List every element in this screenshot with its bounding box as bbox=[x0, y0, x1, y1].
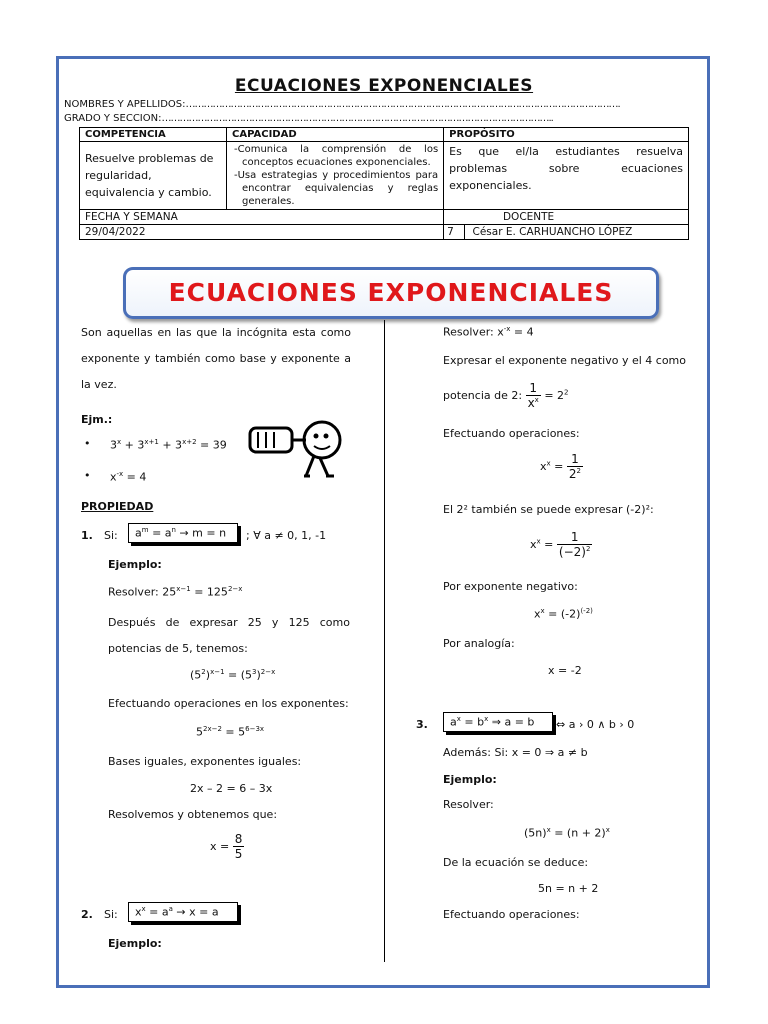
resolver-2: Resolver: $x^{-x} = 4$ bbox=[443, 325, 534, 339]
property-1-number: 1. bbox=[81, 529, 93, 542]
eq-xx-fraction: $x^x$ = $\frac{1}{2^2}$ bbox=[540, 452, 581, 481]
eq-neg2-fraction: $x^x$ = $\frac{1}{(-2)^2}$ bbox=[530, 530, 591, 559]
examples-label: Ejm.: bbox=[81, 413, 113, 426]
names-label: NOMBRES Y APELLIDOS: bbox=[64, 99, 186, 110]
eq-linear: 2x – 2 = 6 – 3x bbox=[190, 782, 273, 795]
pointing-character-icon bbox=[244, 418, 344, 480]
example-1-label: Ejemplo: bbox=[108, 558, 162, 571]
bases-text: Bases iguales, exponentes iguales: bbox=[108, 755, 302, 768]
grade-dots: ………………………………………………………………………………………………………………….. bbox=[161, 113, 553, 124]
semana-cell: 7 bbox=[444, 225, 465, 239]
example-3-label: Ejemplo: bbox=[443, 773, 497, 786]
bullet-1: • bbox=[84, 437, 91, 450]
property-3-condition: ⇔ a › 0 ∧ b › 0 bbox=[556, 718, 635, 731]
property-3-box: $a^x = b^x$ ⇒ a = b bbox=[443, 712, 553, 732]
eq-powers: $(5^2)^{x-1} = (5^3)^{2-x}$ bbox=[190, 668, 276, 682]
property-1-si: Si: bbox=[104, 529, 118, 542]
tambien-text: El 2² también se puede expresar (-2)²: bbox=[443, 503, 654, 516]
header-proposito: PROPÓSITO bbox=[444, 128, 689, 142]
property-heading: PROPIEDAD bbox=[81, 500, 154, 513]
resolver-2-label: Resolver: bbox=[443, 325, 494, 339]
despues-text: Después de expresar 25 y 125 como potencias de 5, tenemos: bbox=[108, 616, 350, 655]
example-eq-2: $x^{-x} = 4$ bbox=[110, 470, 147, 484]
resolvemos-text: Resolvemos y obtenemos que: bbox=[108, 808, 278, 821]
info-table bbox=[79, 127, 689, 240]
header-fecha: FECHA Y SEMANA bbox=[80, 210, 444, 225]
example-2-label: Ejemplo: bbox=[108, 937, 162, 950]
result-fraction bbox=[233, 832, 245, 861]
intro-text: Son aquellas en las que la incógnita esta como exponente y también como base y exponente a la vez. bbox=[81, 326, 351, 391]
property-1-condition: ; ∀ a ≠ 0, 1, -1 bbox=[246, 529, 327, 542]
result-x-neg2: x = -2 bbox=[548, 664, 582, 677]
column-divider bbox=[384, 320, 385, 962]
por-analogia-text: Por analogía: bbox=[443, 637, 515, 650]
fraction-denominator: 5 bbox=[234, 847, 243, 861]
expresar-text: Expresar el exponente negativo y el 4 como bbox=[443, 354, 686, 367]
capacidad-item-2: Usa estrategias y procedimientos para encontrar equivalencias y reglas generales. bbox=[237, 170, 439, 207]
deduce-text: De la ecuación se deduce: bbox=[443, 856, 589, 869]
efectuando-exp-text: Efectuando operaciones en los exponentes: bbox=[108, 697, 349, 710]
names-dots: ………………………………………………………………………………………………………………………………. bbox=[185, 99, 620, 110]
efectuando-text-2: Efectuando operaciones: bbox=[443, 908, 580, 921]
property-2-number: 2. bbox=[81, 908, 93, 921]
resolver-3-label: Resolver: bbox=[443, 798, 494, 811]
proposito-cell: Es que el/la estudiantes resuelva problemas sobre ecuaciones exponenciales. bbox=[444, 142, 689, 210]
docente-row bbox=[444, 225, 689, 240]
potencia-label: potencia de 2: bbox=[443, 389, 523, 402]
por-negativo-text: Por exponente negativo: bbox=[443, 580, 578, 593]
eq-neg-exp: $x^x = (-2)^{(-2)}$ bbox=[534, 607, 593, 621]
bullet-2: • bbox=[84, 469, 91, 482]
efectuando-text-1: Efectuando operaciones: bbox=[443, 427, 580, 440]
section-banner: ECUACIONES EXPONENCIALES bbox=[123, 267, 659, 319]
header-docente: DOCENTE bbox=[444, 210, 689, 225]
header-capacidad: CAPACIDAD bbox=[227, 128, 444, 142]
eq-bases: $5^{2x-2} = 5^{6-3x}$ bbox=[196, 725, 265, 739]
property-3-number: 3. bbox=[416, 718, 428, 731]
names-field bbox=[64, 99, 624, 110]
fecha-cell: 29/04/2022 bbox=[80, 225, 444, 240]
capacidad-cell: -Comunica la comprensión de los conceptos ecuaciones exponenciales. -Usa estrategias y procedimientos para encontrar equivalencias y reglas generales. bbox=[227, 142, 444, 210]
result-x-label: x = bbox=[210, 840, 230, 853]
document-title: ECUACIONES EXPONENCIALES bbox=[234, 76, 534, 96]
docente-cell: César E. CARHUANCHO LÓPEZ bbox=[472, 226, 633, 238]
property-2-si: Si: bbox=[104, 908, 118, 921]
eq-5n: $(5n)^x = (n + 2)^x$ bbox=[524, 826, 610, 840]
example-eq-1: $3^x + 3^{x+1} + 3^{x+2} = 39$ bbox=[110, 438, 227, 452]
eq-5n-linear: 5n = n + 2 bbox=[538, 882, 599, 895]
ademas-text: Además: Si: x = 0 ⇒ a ≠ b bbox=[443, 746, 588, 759]
fraction-1-over-xx: $\frac{1}{x^x}$ bbox=[527, 381, 539, 410]
grade-label: GRADO Y SECCIÓN: bbox=[64, 113, 162, 124]
property-2-box: $x^x = a^a \to x = a$ bbox=[128, 902, 238, 922]
fraction-numerator: 8 bbox=[234, 832, 243, 846]
grade-field bbox=[64, 113, 624, 124]
capacidad-item-1: Comunica la comprensión de los conceptos ecuaciones exponenciales. bbox=[237, 144, 439, 168]
competencia-cell: Resuelve problemas de regularidad, equivalencia y cambio. bbox=[80, 142, 227, 210]
resolver-1: Resolver: $25^{x-1} = 125^{2-x}$ bbox=[108, 585, 243, 599]
potencia-line: potencia de 2: $\frac{1}{x^x}$ = $2^2$ bbox=[443, 381, 569, 410]
property-1-box: $a^m = a^n \to m = n$ bbox=[128, 523, 238, 543]
resolver-1-label: Resolver: bbox=[108, 585, 159, 599]
header-competencia: COMPETENCIA bbox=[80, 128, 227, 142]
result-x bbox=[210, 832, 244, 861]
